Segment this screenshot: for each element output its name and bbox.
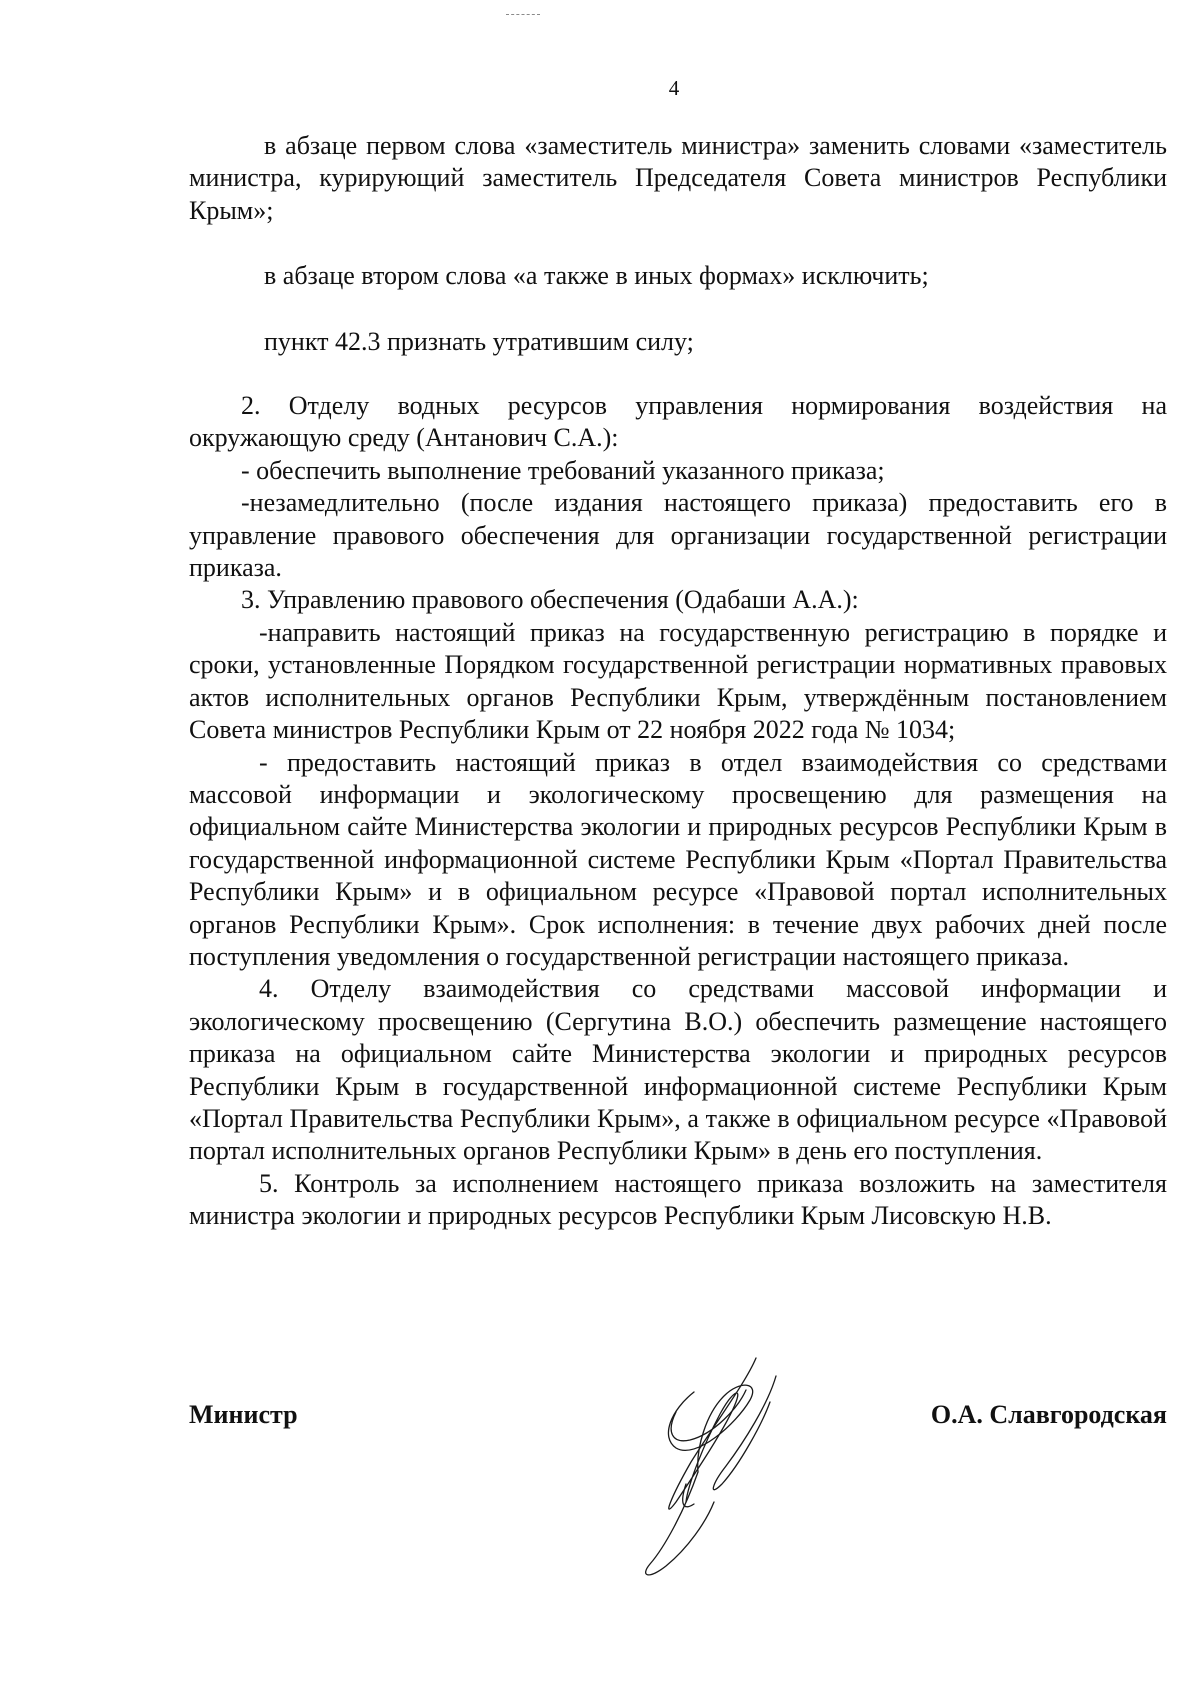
paragraph-8: -направить настоящий приказ на государственную регистрацию в порядке и сроки, установленные Порядком государственной регистрации нормативных правовых актов исполнительных органов Республики Крым, утверждённым постановлением Совета министров Республики Крым от 22 ноября 2022 года № 1034; [189, 617, 1167, 745]
paragraph-1: в абзаце первом слова «заместитель министра» заменить словами «заместитель министра, курирующий заместитель Председателя Совета министров Республики Крым»; [189, 131, 1167, 225]
handwritten-signature [636, 1352, 816, 1582]
paragraph-3: пункт 42.3 признать утратившим силу; [264, 326, 694, 356]
paragraph-5: - обеспечить выполнение требований указанного приказа; [241, 455, 885, 485]
paragraph-11: 5. Контроль за исполнением настоящего приказа возложить на заместителя министра экологии и природных ресурсов Республики Крым Лисовскую Н.В. [189, 1168, 1167, 1231]
document-body [189, 130, 1167, 1233]
paragraph-6: -незамедлительно (после издания настоящего приказа) предоставить его в управление правового обеспечения для организации государственной регистрации приказа. [189, 488, 1167, 583]
signatory-position: Министр [189, 1400, 298, 1429]
paragraph-9: - предоставить настоящий приказ в отдел взаимодействия со средствами массовой информации и экологическому просвещению для размещения на официальном сайте Министерства экологии и природных ресурсов Республики Крым в государственной информационной системе Республики Крым «Портал Правительства Республики Крым» и в официальном ресурсе «Правовой портал исполнительных органов Республики Крым». Срок исполнения: в течение двух рабочих дней после поступления уведомления о государственной регистрации настоящего приказа. [189, 747, 1167, 971]
signatory-name: О.А. Славгородская [930, 1400, 1167, 1429]
paragraph-10: 4. Отделу взаимодействия со средствами массовой информации и экологическому просвещению (Сергутина В.О.) обеспечить размещение настоящего приказа на официальном сайте Министерства экологии и природных ресурсов Республики Крым в государственной информационной системе Республики Крым «Портал Правительства Республики Крым», а также в официальном ресурсе «Правовой портал исполнительных органов Республики Крым» в день его поступления. [189, 974, 1167, 1166]
paragraph-7: 3. Управлению правового обеспечения (Одабаши А.А.): [241, 585, 859, 615]
paragraph-2: в абзаце втором слова «а также в иных формах» исключить; [264, 261, 929, 291]
page-number: 4 [668, 76, 680, 100]
scan-mark [506, 14, 540, 15]
paragraph-4: 2. Отделу водных ресурсов управления нормирования воздействия на окружающую среду (Антанович С.А.): [189, 391, 1167, 453]
signature-block [189, 1400, 1167, 1440]
